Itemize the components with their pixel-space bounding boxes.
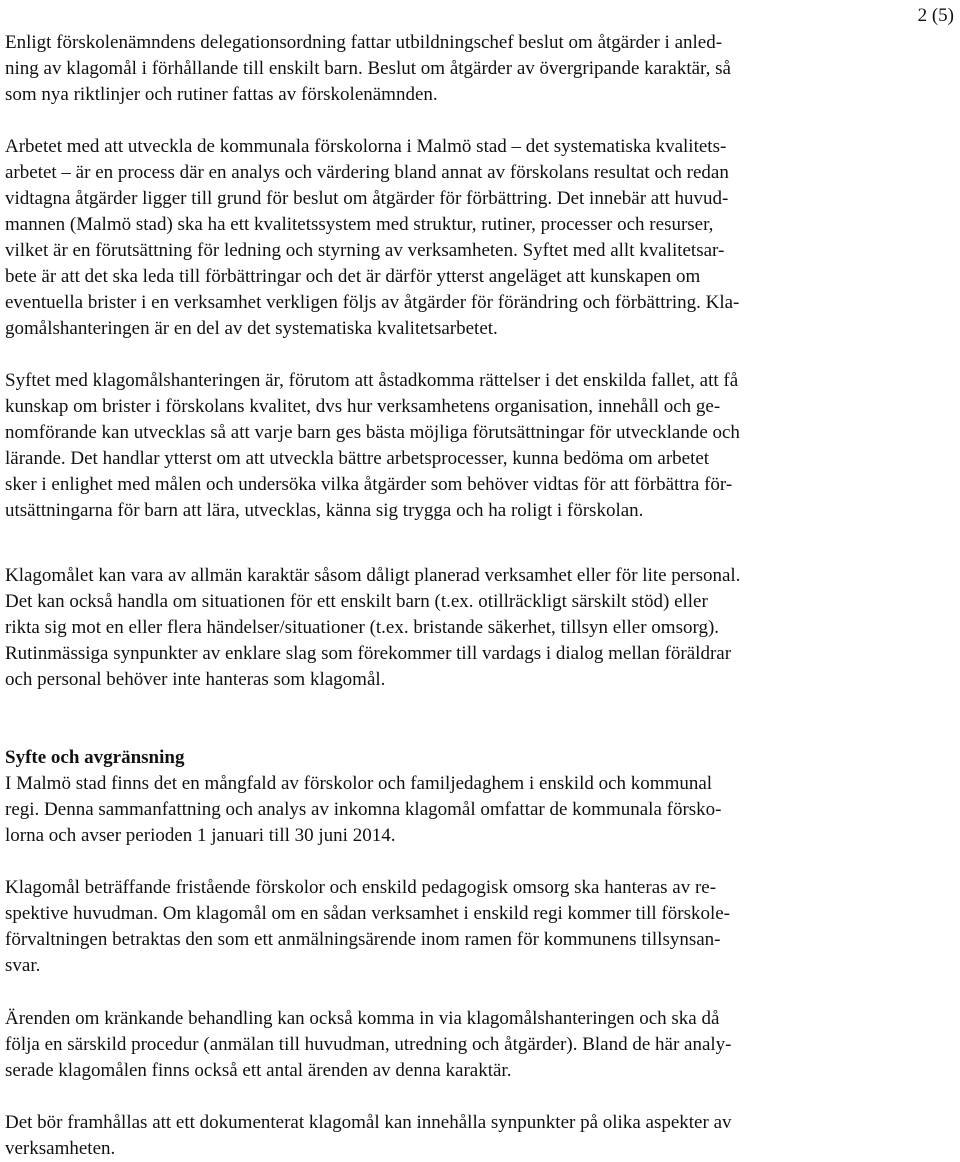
- text-line: eventuella brister i en verksamhet verkligen följs av åtgärder för förändring och förbättring. Kla-: [5, 292, 740, 313]
- text-line: förvaltningen betraktas den som ett anmälningsärende inom ramen för kommunens tillsynsan-: [5, 929, 721, 950]
- paragraph-note: [5, 1110, 732, 1162]
- text-line: Syftet med klagomålshanteringen är, förutom att åstadkomma rättelser i det enskilda fallet, att få: [5, 370, 739, 391]
- section-scope: [5, 745, 722, 849]
- text-line: Det bör framhållas att ett dokumenterat klagomål kan innehålla synpunkter på olika aspekter av: [5, 1112, 732, 1133]
- text-line: sker i enlighet med målen och undersöka vilka åtgärder som behöver vidtas för att förbättra för-: [5, 474, 733, 495]
- text-line: I Malmö stad finns det en mångfald av förskolor och familjedaghem i enskild och kommunal: [5, 773, 713, 794]
- text-line: Klagomål beträffande fristående förskolor och enskild pedagogisk omsorg ska hanteras av re-: [5, 877, 717, 898]
- text-line: gomålshanteringen är en del av det systematiska kvalitetsarbetet.: [5, 318, 498, 339]
- text-line: Klagomålet kan vara av allmän karaktär såsom dåligt planerad verksamhet eller för lite personal.: [5, 565, 741, 586]
- text-line: följa en särskild procedur (anmälan till huvudman, utredning och åtgärder). Bland de här analy-: [5, 1034, 732, 1055]
- text-line: lorna och avser perioden 1 januari till 30 juni 2014.: [5, 825, 396, 846]
- text-line: bete är att det ska leda till förbättringar och det är därför ytterst angeläget att kunskapen om: [5, 266, 701, 287]
- text-line: som nya riktlinjer och rutiner fattas av förskolenämnden.: [5, 84, 438, 105]
- text-line: verksamheten.: [5, 1138, 116, 1159]
- text-line: ning av klagomål i förhållande till enskilt barn. Beslut om åtgärder av övergripande karaktär, så: [5, 58, 731, 79]
- text-line: lärande. Det handlar ytterst om att utveckla bättre arbetsprocesser, kunna bedöma om arbetet: [5, 448, 710, 469]
- text-line: och personal behöver inte hanteras som klagomål.: [5, 669, 386, 690]
- paragraph-purpose: [5, 368, 740, 524]
- text-line: svar.: [5, 955, 41, 976]
- text-line: kunskap om brister i förskolans kvalitet, dvs hur verksamhetens organisation, innehåll och ge-: [5, 396, 721, 417]
- paragraph-quality-work: [5, 134, 739, 342]
- text-line: Arbetet med att utveckla de kommunala förskolorna i Malmö stad – det systematiska kvalitets-: [5, 136, 727, 157]
- paragraph-delegation: [5, 30, 731, 108]
- text-line: mannen (Malmö stad) ska ha ett kvalitetssystem med struktur, rutiner, processer och resurser,: [5, 214, 714, 235]
- text-line: Rutinmässiga synpunkter av enklare slag som förekommer till vardags i dialog mellan föräldrar: [5, 643, 732, 664]
- text-line: rikta sig mot en eller flera händelser/situationer (t.ex. bristande säkerhet, tillsyn eller omsorg).: [5, 617, 720, 638]
- paragraph-independent-schools: [5, 875, 730, 979]
- text-line: vilket är en förutsättning för ledning och styrning av verksamheten. Syftet med allt kvalitetsar-: [5, 240, 725, 261]
- text-line: regi. Denna sammanfattning och analys av inkomna klagomål omfattar de kommunala försko-: [5, 799, 722, 820]
- text-line: nomförande kan utvecklas så att varje barn ges bästa möjliga förutsättningar för utvecklande och: [5, 422, 740, 443]
- text-line: Ärenden om kränkande behandling kan också komma in via klagomålshanteringen och ska då: [5, 1008, 720, 1029]
- text-line: spektive huvudman. Om klagomål om en sådan verksamhet i enskild regi kommer till förskole-: [5, 903, 731, 924]
- paragraph-complaint-types: [5, 563, 740, 693]
- section-heading: Syfte och avgränsning: [5, 747, 185, 768]
- text-line: serade klagomålen finns också ett antal ärenden av denna karaktär.: [5, 1060, 512, 1081]
- paragraph-offensive-treatment: [5, 1006, 732, 1084]
- text-line: vidtagna åtgärder ligger till grund för beslut om åtgärder för förbättring. Det innebär att huvud-: [5, 188, 729, 209]
- text-line: utsättningarna för barn att lära, utvecklas, känna sig trygga och ha roligt i förskolan.: [5, 500, 644, 521]
- text-line: arbetet – är en process där en analys och värdering bland annat av förskolans resultat och redan: [5, 162, 729, 183]
- text-line: Det kan också handla om situationen för ett enskilt barn (t.ex. otillräckligt särskilt stöd) eller: [5, 591, 708, 612]
- text-line: Enligt förskolenämndens delegationsordning fattar utbildningschef beslut om åtgärder i anled-: [5, 32, 723, 53]
- page-number: 2 (5): [917, 5, 954, 26]
